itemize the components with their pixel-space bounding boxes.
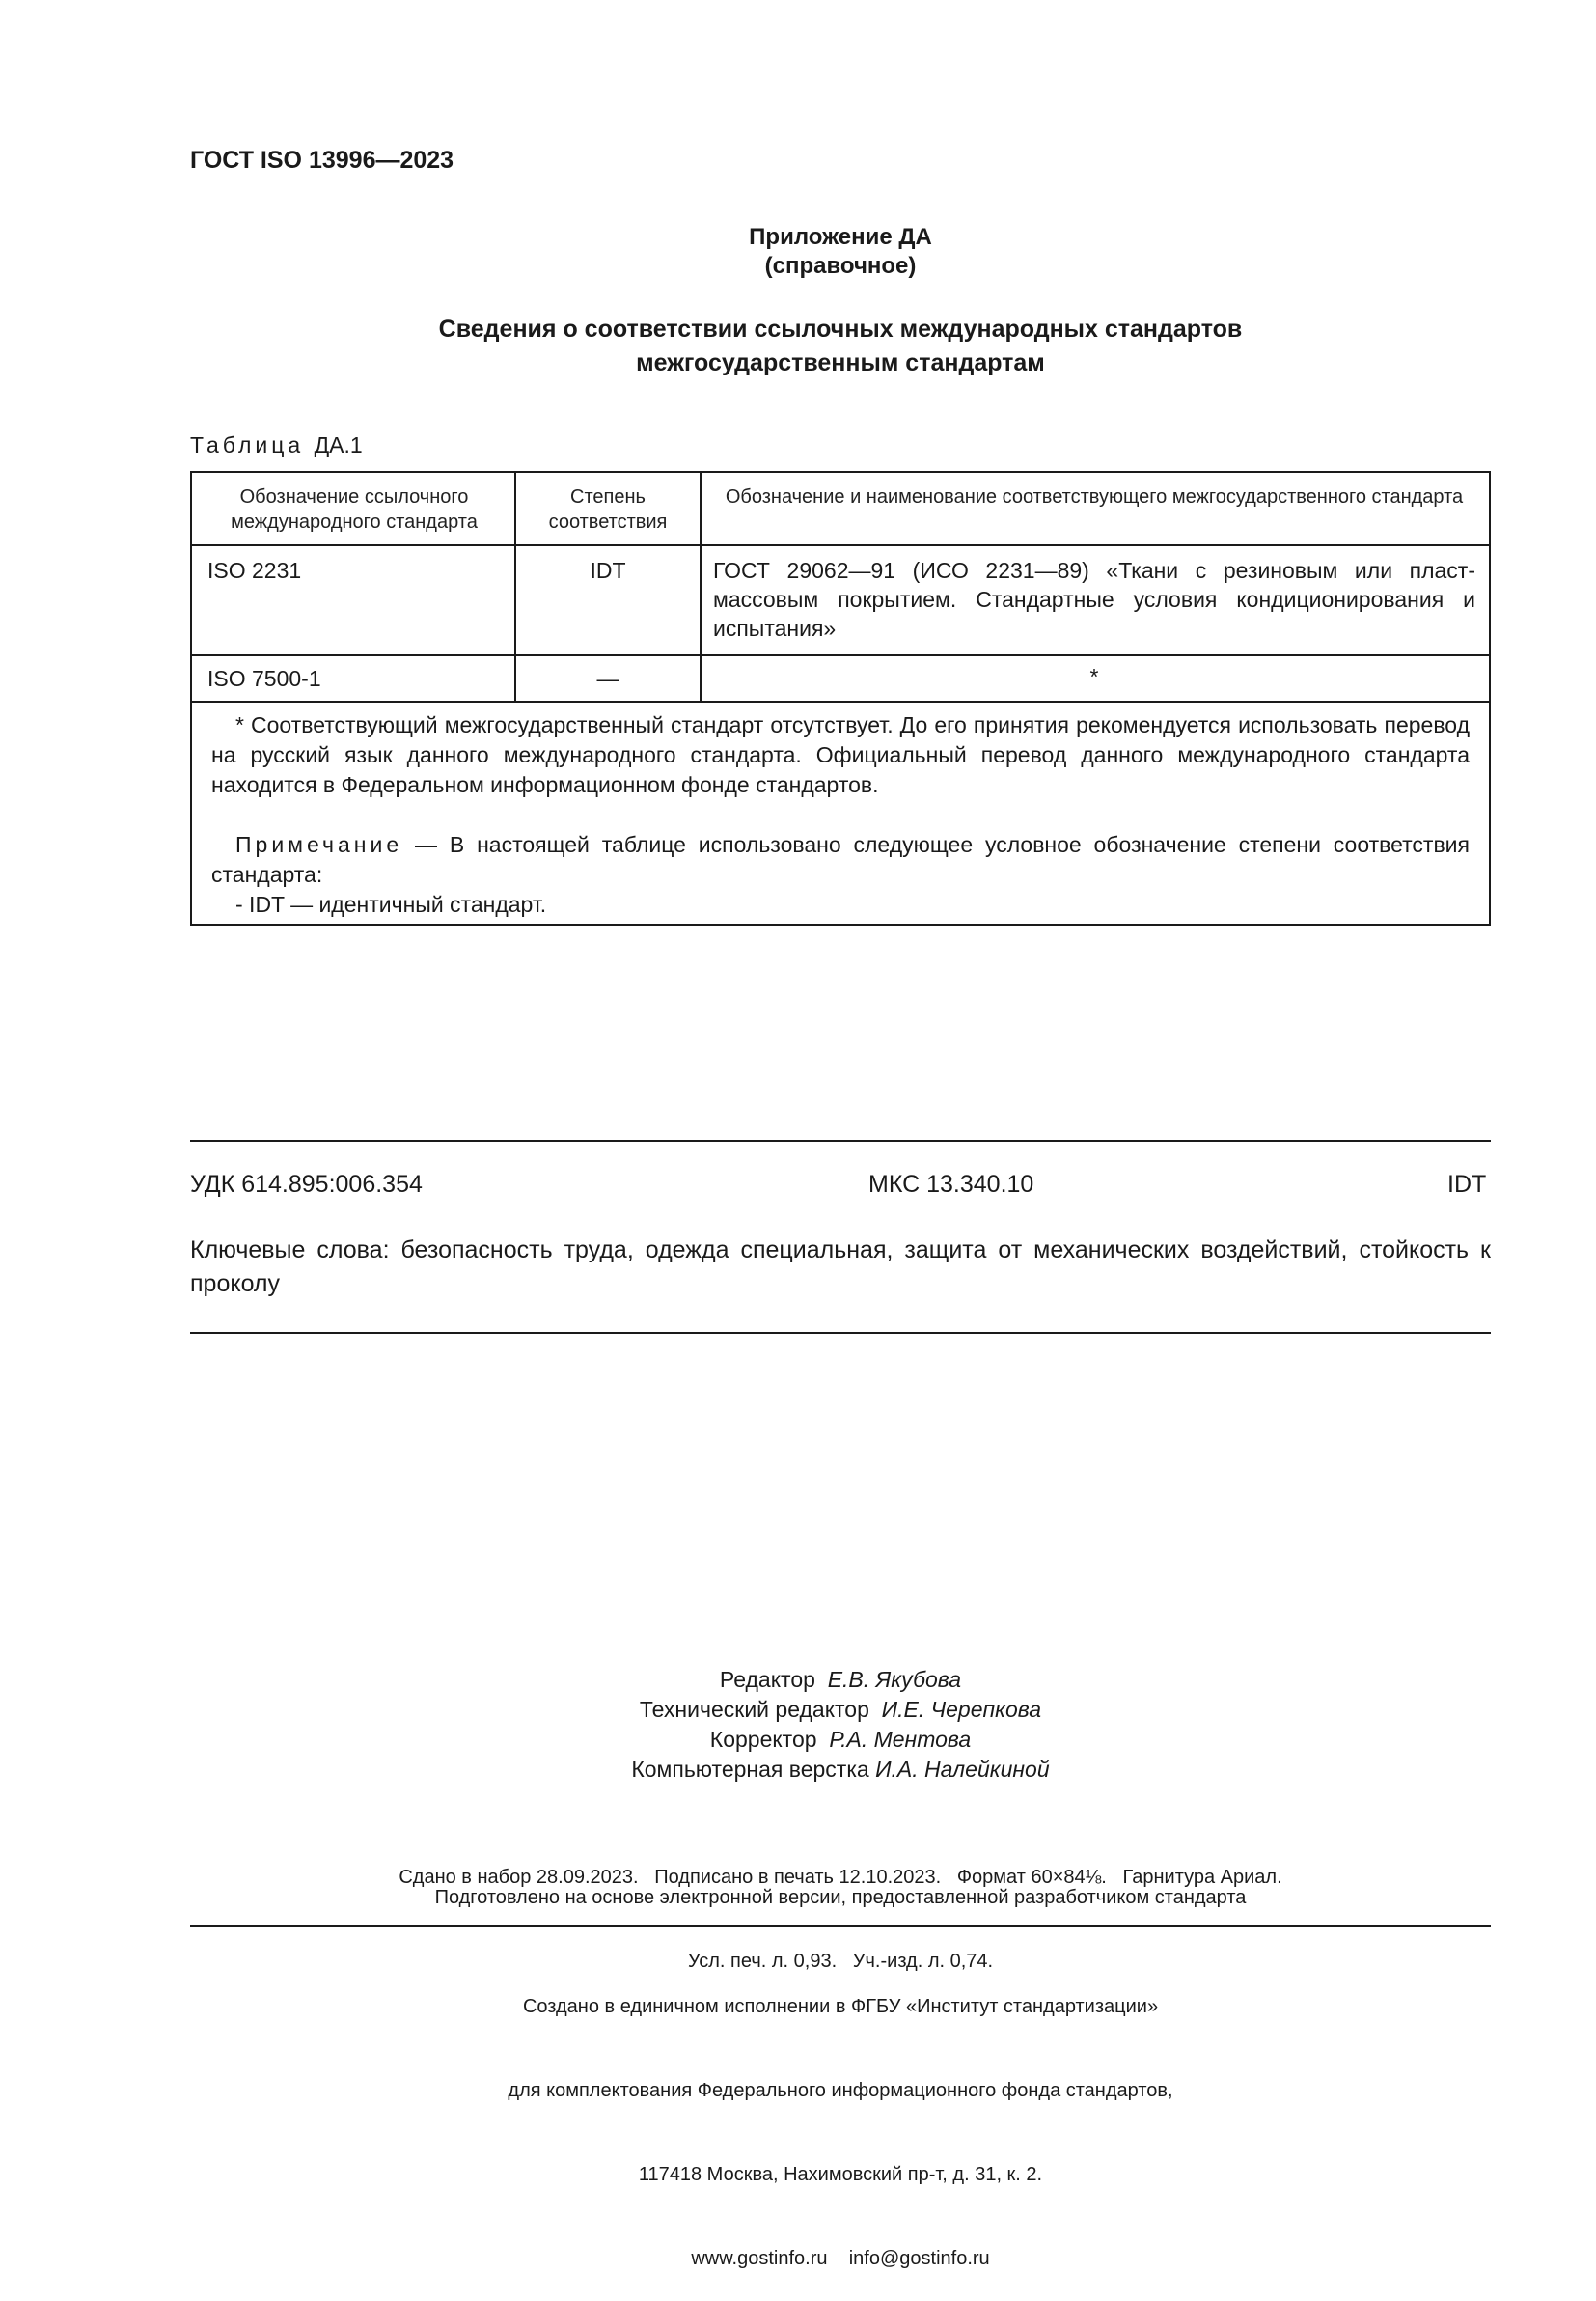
credit-corrector	[190, 1725, 1491, 1755]
table-body-divider	[192, 701, 1489, 703]
table-note-item: - IDT — идентичный стандарт.	[235, 892, 547, 917]
table-label	[190, 432, 363, 458]
table-header-degree: Степень соответствия	[548, 486, 668, 533]
appendix-subtitle: (справочное)	[764, 253, 917, 279]
table-footnote: * Соответствующий межгосударственный стандарт отсутствует. До его принятия рекомендуется использовать перевод на русский язык данного международного стандарта. Официальный перевод данного международного стандарта находится в Федеральном информационном фонде стандартов.	[211, 712, 1470, 797]
credit-layout	[190, 1755, 1491, 1785]
print-info-line-2: Усл. печ. л. 0,93. Уч.-изд. л. 0,74.	[687, 1951, 994, 1972]
table-row-1-national: ГОСТ 29062—91 (ИСО 2231—89) «Ткани с резиновым или пласт-массовым покрытием. Стандартные условия кондиционирования и испытания»	[713, 558, 1475, 641]
table-col-divider-2	[700, 473, 702, 701]
credit-role: Корректор	[709, 1727, 817, 1752]
publisher-contacts: www.gostinfo.ru info@gostinfo.ru	[691, 2248, 990, 2269]
divider-bottom	[190, 1332, 1491, 1334]
table-row-divider	[192, 654, 1489, 656]
table-col-divider-1	[514, 473, 516, 701]
credit-role: Компьютерная верстка	[631, 1757, 869, 1782]
table-row-2-national: *	[1089, 664, 1099, 689]
table-label-number: ДА.1	[314, 432, 363, 457]
document-header: ГОСТ ISO 13996—2023	[190, 147, 454, 174]
credits-block	[190, 1665, 1491, 1785]
table-row-1-standard: ISO 2231	[207, 558, 302, 583]
credit-editor	[190, 1665, 1491, 1695]
correspondence-table	[190, 471, 1491, 926]
table-row-2-degree: —	[596, 666, 619, 691]
publisher-line-2: для комплектования Федерального информационного фонда стандартов,	[508, 2080, 1173, 2101]
table-header-national: Обозначение и наименование соответствующего межгосударственного стандарта	[725, 486, 1464, 508]
table-note-text: — В настоящей таблице использовано следующее условное обозначение степени соответствия стандарта:	[211, 832, 1470, 887]
table-header-designation: Обозначение ссылочного международного стандарта	[231, 486, 478, 533]
section-title-line-1: Сведения о соответствии ссылочных международных стандартов	[438, 316, 1243, 343]
credit-role: Редактор	[719, 1667, 815, 1692]
appendix-title: Приложение ДА	[749, 224, 932, 250]
publisher-line-3: 117418 Москва, Нахимовский пр-т, д. 31, к. 2.	[638, 2164, 1043, 2185]
table-note	[211, 830, 1470, 890]
keywords: Ключевые слова: безопасность труда, одежда специальная, защита от механических воздействий, стойкость к проколу	[190, 1236, 1491, 1297]
table-note-label: Примечание	[235, 832, 403, 857]
udk-code: УДК 614.895:006.354	[190, 1171, 423, 1198]
credit-person: Р.А. Ментова	[829, 1727, 972, 1752]
prepared-note: Подготовлено на основе электронной версии, предоставленной разработчиком стандарта	[434, 1887, 1247, 1908]
section-title-line-2: межгосударственным стандартам	[636, 349, 1045, 376]
section-title	[190, 313, 1491, 380]
divider-publisher	[190, 1925, 1491, 1927]
print-info-line-1: Сдано в набор 28.09.2023. Подписано в печать 12.10.2023. Формат 60×84⅛. Гарнитура Ариал.	[399, 1867, 1282, 1888]
publisher-line-1: Создано в единичном исполнении в ФГБУ «Институт стандартизации»	[522, 1996, 1159, 2017]
mks-code: МКС 13.340.10	[868, 1171, 1034, 1198]
credit-person: И.А. Налейкиной	[875, 1757, 1050, 1782]
publisher-block	[190, 1937, 1491, 2301]
table-row-2-standard: ISO 7500-1	[207, 666, 321, 691]
table-row-1-degree: IDT	[590, 558, 626, 583]
degree-code: IDT	[1447, 1171, 1487, 1198]
table-label-word: Таблица	[190, 432, 305, 457]
credit-role: Технический редактор	[639, 1697, 869, 1722]
table-header-divider	[192, 544, 1489, 546]
credit-person: И.Е. Черепкова	[881, 1697, 1042, 1722]
credit-person: Е.В. Якубова	[827, 1667, 962, 1692]
credit-tech-editor	[190, 1695, 1491, 1725]
divider-top	[190, 1140, 1491, 1142]
